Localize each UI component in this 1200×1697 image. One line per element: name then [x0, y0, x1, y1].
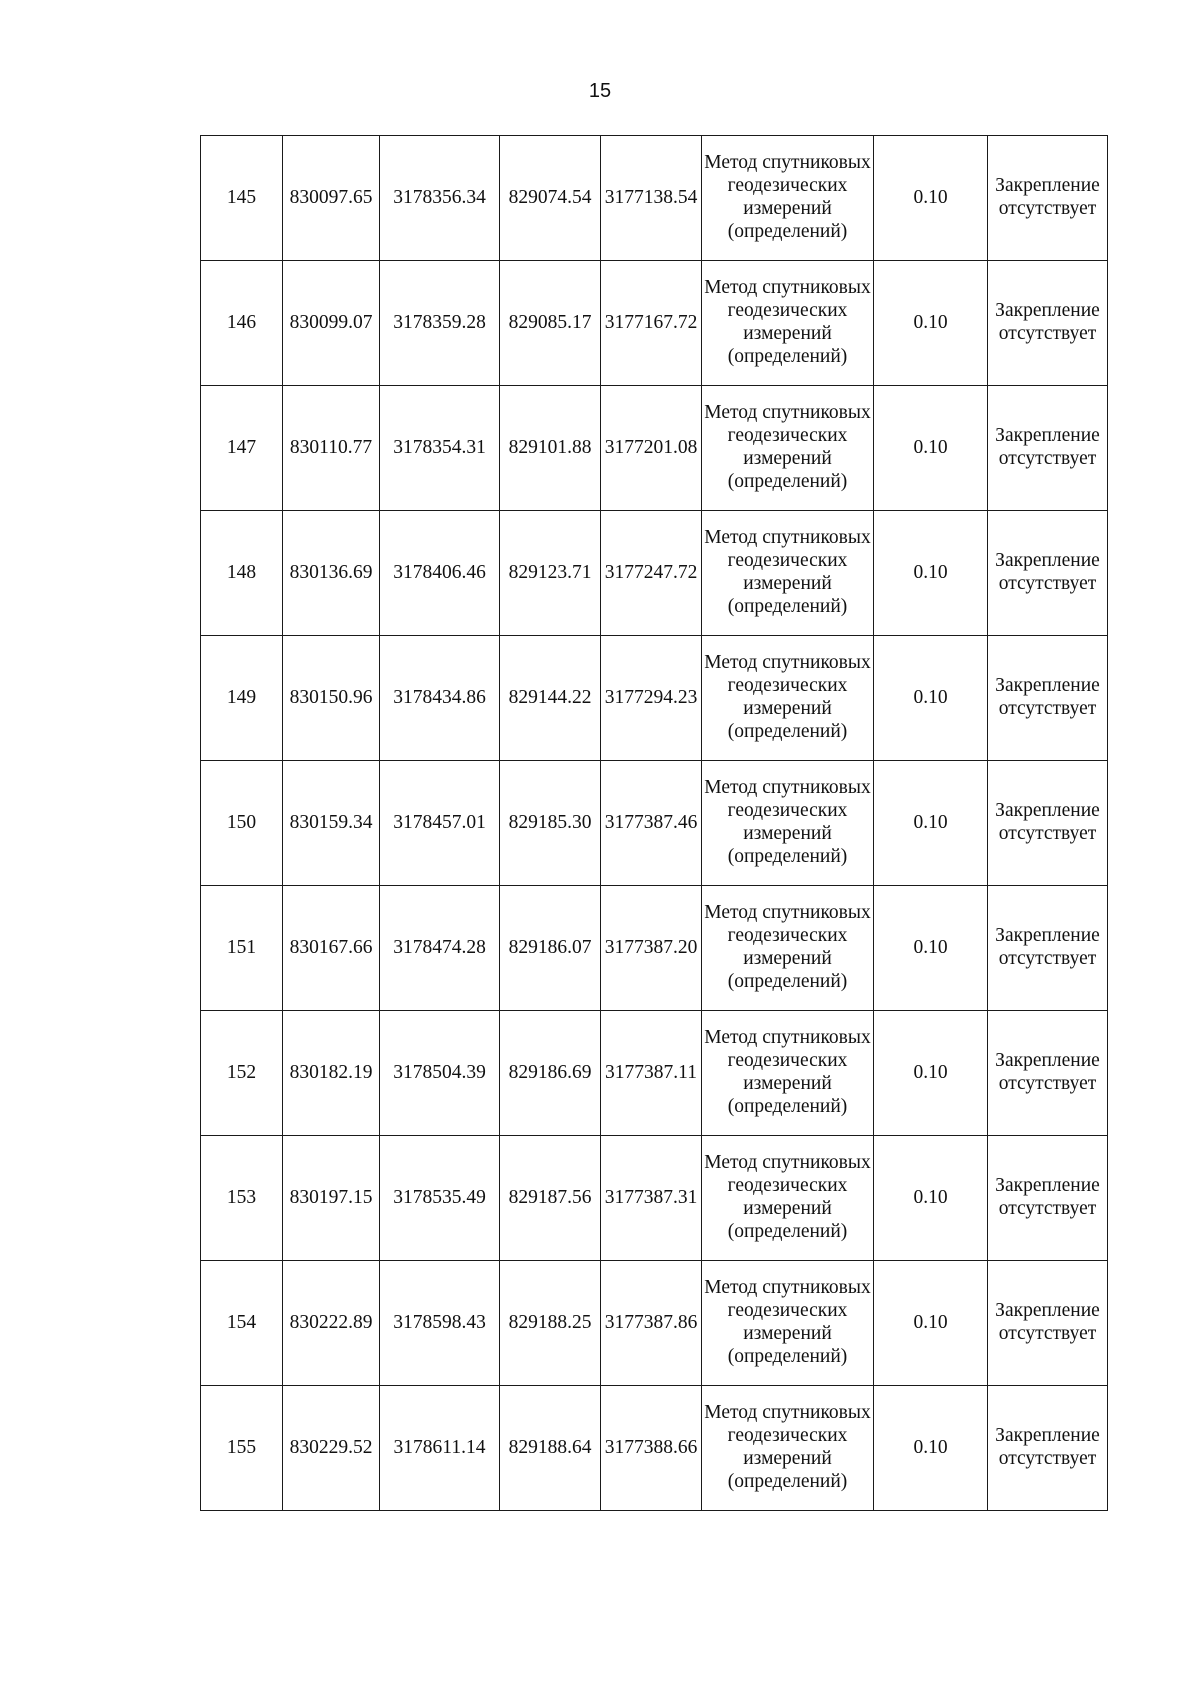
point-number-cell: 155	[201, 1386, 283, 1511]
y-existing-cell: 3178354.31	[380, 386, 500, 511]
method-cell: Метод спутниковых геодезических измерений (определений)	[702, 886, 874, 1011]
x-existing-cell: 830229.52	[283, 1386, 380, 1511]
x-refined-cell: 829123.71	[500, 511, 601, 636]
x-existing-cell: 830099.07	[283, 261, 380, 386]
x-existing-cell: 830110.77	[283, 386, 380, 511]
point-number-cell: 146	[201, 261, 283, 386]
y-existing-cell: 3178598.43	[380, 1261, 500, 1386]
fixation-cell: Закрепление отсутствует	[988, 636, 1108, 761]
x-existing-cell: 830222.89	[283, 1261, 380, 1386]
method-cell: Метод спутниковых геодезических измерений (определений)	[702, 1261, 874, 1386]
precision-cell: 0.10	[874, 1261, 988, 1386]
fixation-cell: Закрепление отсутствует	[988, 886, 1108, 1011]
fixation-cell: Закрепление отсутствует	[988, 511, 1108, 636]
x-refined-cell: 829186.69	[500, 1011, 601, 1136]
precision-cell: 0.10	[874, 636, 988, 761]
page-number: 15	[588, 80, 612, 102]
method-cell: Метод спутниковых геодезических измерений (определений)	[702, 761, 874, 886]
x-refined-cell: 829185.30	[500, 761, 601, 886]
fixation-cell: Закрепление отсутствует	[988, 1011, 1108, 1136]
x-refined-cell: 829187.56	[500, 1136, 601, 1261]
point-number-cell: 148	[201, 511, 283, 636]
y-existing-cell: 3178504.39	[380, 1011, 500, 1136]
point-number-cell: 151	[201, 886, 283, 1011]
y-refined-cell: 3177294.23	[601, 636, 702, 761]
y-existing-cell: 3178359.28	[380, 261, 500, 386]
fixation-cell: Закрепление отсутствует	[988, 1261, 1108, 1386]
point-number-cell: 152	[201, 1011, 283, 1136]
y-existing-cell: 3178611.14	[380, 1386, 500, 1511]
x-existing-cell: 830136.69	[283, 511, 380, 636]
precision-cell: 0.10	[874, 136, 988, 261]
y-refined-cell: 3177387.20	[601, 886, 702, 1011]
x-existing-cell: 830150.96	[283, 636, 380, 761]
x-refined-cell: 829144.22	[500, 636, 601, 761]
table-row	[201, 136, 1108, 261]
table-row	[201, 1261, 1108, 1386]
x-existing-cell: 830197.15	[283, 1136, 380, 1261]
y-existing-cell: 3178535.49	[380, 1136, 500, 1261]
precision-cell: 0.10	[874, 1011, 988, 1136]
table-row	[201, 386, 1108, 511]
method-cell: Метод спутниковых геодезических измерений (определений)	[702, 386, 874, 511]
y-refined-cell: 3177247.72	[601, 511, 702, 636]
point-number-cell: 154	[201, 1261, 283, 1386]
precision-cell: 0.10	[874, 761, 988, 886]
x-refined-cell: 829101.88	[500, 386, 601, 511]
method-cell: Метод спутниковых геодезических измерений (определений)	[702, 511, 874, 636]
y-existing-cell: 3178457.01	[380, 761, 500, 886]
table-row	[201, 1011, 1108, 1136]
y-refined-cell: 3177387.31	[601, 1136, 702, 1261]
y-refined-cell: 3177201.08	[601, 386, 702, 511]
y-existing-cell: 3178356.34	[380, 136, 500, 261]
point-number-cell: 149	[201, 636, 283, 761]
table-row	[201, 886, 1108, 1011]
x-refined-cell: 829186.07	[500, 886, 601, 1011]
x-existing-cell: 830182.19	[283, 1011, 380, 1136]
table-row	[201, 636, 1108, 761]
x-existing-cell: 830097.65	[283, 136, 380, 261]
method-cell: Метод спутниковых геодезических измерений (определений)	[702, 636, 874, 761]
x-refined-cell: 829074.54	[500, 136, 601, 261]
coordinates-table	[200, 135, 1108, 1511]
y-refined-cell: 3177167.72	[601, 261, 702, 386]
x-refined-cell: 829085.17	[500, 261, 601, 386]
precision-cell: 0.10	[874, 511, 988, 636]
precision-cell: 0.10	[874, 1386, 988, 1511]
point-number-cell: 147	[201, 386, 283, 511]
x-refined-cell: 829188.25	[500, 1261, 601, 1386]
y-existing-cell: 3178434.86	[380, 636, 500, 761]
method-cell: Метод спутниковых геодезических измерений (определений)	[702, 261, 874, 386]
table-row	[201, 511, 1108, 636]
fixation-cell: Закрепление отсутствует	[988, 386, 1108, 511]
y-refined-cell: 3177387.11	[601, 1011, 702, 1136]
precision-cell: 0.10	[874, 1136, 988, 1261]
point-number-cell: 150	[201, 761, 283, 886]
fixation-cell: Закрепление отсутствует	[988, 1386, 1108, 1511]
point-number-cell: 145	[201, 136, 283, 261]
method-cell: Метод спутниковых геодезических измерений (определений)	[702, 1386, 874, 1511]
fixation-cell: Закрепление отсутствует	[988, 1136, 1108, 1261]
fixation-cell: Закрепление отсутствует	[988, 136, 1108, 261]
fixation-cell: Закрепление отсутствует	[988, 261, 1108, 386]
y-existing-cell: 3178406.46	[380, 511, 500, 636]
fixation-cell: Закрепление отсутствует	[988, 761, 1108, 886]
method-cell: Метод спутниковых геодезических измерений (определений)	[702, 1011, 874, 1136]
y-refined-cell: 3177387.86	[601, 1261, 702, 1386]
method-cell: Метод спутниковых геодезических измерений (определений)	[702, 1136, 874, 1261]
table-row	[201, 1386, 1108, 1511]
x-refined-cell: 829188.64	[500, 1386, 601, 1511]
point-number-cell: 153	[201, 1136, 283, 1261]
table-row	[201, 1136, 1108, 1261]
table-body	[201, 136, 1108, 1511]
table-row	[201, 761, 1108, 886]
y-refined-cell: 3177388.66	[601, 1386, 702, 1511]
x-existing-cell: 830159.34	[283, 761, 380, 886]
y-existing-cell: 3178474.28	[380, 886, 500, 1011]
table-row	[201, 261, 1108, 386]
precision-cell: 0.10	[874, 261, 988, 386]
x-existing-cell: 830167.66	[283, 886, 380, 1011]
y-refined-cell: 3177387.46	[601, 761, 702, 886]
precision-cell: 0.10	[874, 386, 988, 511]
precision-cell: 0.10	[874, 886, 988, 1011]
y-refined-cell: 3177138.54	[601, 136, 702, 261]
method-cell: Метод спутниковых геодезических измерений (определений)	[702, 136, 874, 261]
